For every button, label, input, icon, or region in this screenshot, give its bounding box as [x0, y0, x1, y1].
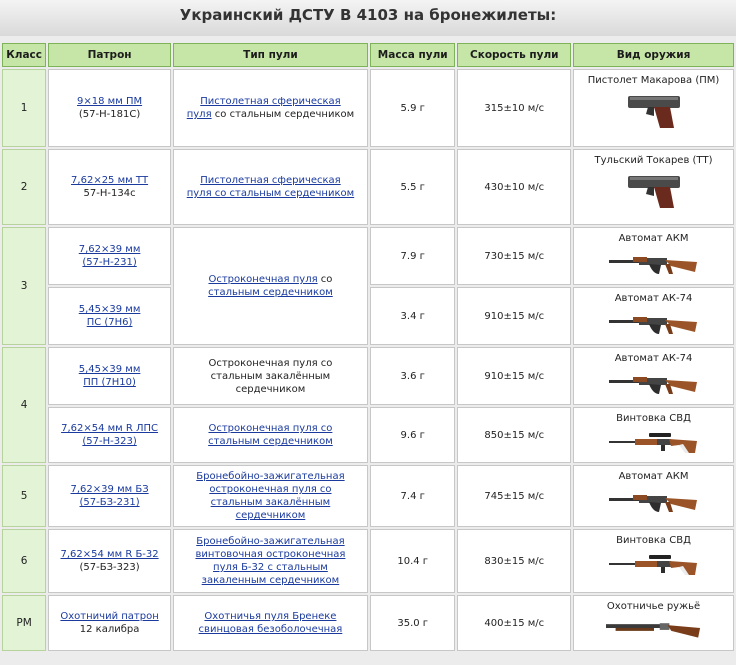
bullet-type-link[interactable]: Пистолетная сферическая: [200, 96, 341, 107]
weapon-cell: [573, 347, 734, 405]
bullet-type-link[interactable]: остроконечная пуля со: [209, 484, 332, 495]
weapon-cell: [573, 407, 734, 463]
cartridge-code: (57-БЗ-323): [79, 562, 140, 573]
weapon-cell: [573, 465, 734, 527]
bullet-type-cell: [173, 69, 368, 147]
table-row: [2, 69, 734, 147]
mass-cell: 3.6 г: [370, 347, 455, 405]
cartridge-cell: [48, 407, 171, 463]
weapon-name: Винтовка СВД: [616, 413, 691, 424]
bullet-type-link[interactable]: стальным закалённым: [210, 497, 331, 508]
speed-cell: 910±15 м/с: [457, 347, 571, 405]
mass-cell: 10.4 г: [370, 529, 455, 593]
mass-cell: 35.0 г: [370, 595, 455, 651]
sniper-rifle-icon: [609, 550, 699, 580]
table-row: [2, 347, 734, 405]
header-row: [2, 43, 734, 67]
cartridge-link[interactable]: 5,45×39 мм: [78, 304, 141, 315]
cartridge-code-link[interactable]: (57-Н-231): [82, 257, 137, 268]
class-cell: 5: [2, 465, 46, 527]
weapon-name: Винтовка СВД: [616, 535, 691, 546]
table-row: [2, 465, 734, 527]
table-row: [2, 595, 734, 651]
bullet-type-cell: [173, 149, 368, 225]
bullet-type-link[interactable]: пуля со стальным сердечником: [186, 188, 355, 199]
weapon-name: Тульский Токарев (ТТ): [594, 155, 713, 166]
bullet-type-text: со стальным сердечником: [211, 109, 355, 120]
bullet-type-link[interactable]: стальным сердечником: [208, 436, 333, 447]
bullet-type-cell: [173, 407, 368, 463]
class-cell: 3: [2, 227, 46, 345]
armor-class-table: [0, 41, 736, 653]
weapon-cell: [573, 529, 734, 593]
cartridge-cell: [48, 529, 171, 593]
table-row: [2, 149, 734, 225]
class-cell: 2: [2, 149, 46, 225]
cartridge-cell: [48, 347, 171, 405]
bullet-type-link[interactable]: Охотничья пуля Бренеке: [204, 611, 337, 622]
page-title: Украинский ДСТУ В 4103 на бронежилеты:: [0, 0, 736, 36]
header-bullet-mass: Масса пули: [370, 43, 455, 67]
weapon-cell: [573, 287, 734, 345]
rifle-icon: [609, 248, 699, 278]
sniper-rifle-icon: [609, 428, 699, 458]
cartridge-code-link[interactable]: (57-БЗ-231): [79, 497, 140, 508]
bullet-type-link[interactable]: Пистолетная сферическая: [200, 175, 341, 186]
table-row: [2, 407, 734, 463]
cartridge-link[interactable]: 5,45×39 мм: [78, 364, 141, 375]
cartridge-code: 12 калибра: [79, 624, 140, 635]
cartridge-link[interactable]: Охотничий патрон: [60, 611, 159, 622]
mass-cell: 5.9 г: [370, 69, 455, 147]
cartridge-link[interactable]: 9×18 мм ПМ: [77, 96, 143, 107]
rifle-icon: [609, 308, 699, 338]
weapon-cell: [573, 595, 734, 651]
bullet-type-link[interactable]: пуля Б-32 с стальным: [213, 562, 328, 573]
weapon-cell: [573, 227, 734, 285]
weapon-name: Автомат АК-74: [614, 293, 693, 304]
weapon-name: Охотничье ружьё: [606, 601, 701, 612]
bullet-type-cell: [173, 227, 368, 345]
speed-cell: 850±15 м/с: [457, 407, 571, 463]
bullet-type-link[interactable]: Бронебойно-зажигательная: [196, 471, 345, 482]
speed-cell: 430±10 м/с: [457, 149, 571, 225]
weapon-name: Пистолет Макарова (ПМ): [587, 75, 720, 86]
bullet-type-text: стальным закалённым: [210, 370, 331, 382]
cartridge-link[interactable]: 7,62×39 мм: [78, 244, 141, 255]
header-cartridge: Патрон: [48, 43, 171, 67]
speed-cell: 400±15 м/с: [457, 595, 571, 651]
table-row: [2, 529, 734, 593]
cartridge-link[interactable]: 7,62×54 мм R ЛПС: [61, 423, 159, 434]
weapon-name: Автомат АКМ: [618, 233, 689, 244]
class-cell: 6: [2, 529, 46, 593]
class-cell: 4: [2, 347, 46, 463]
bullet-type-link[interactable]: Остроконечная пуля: [208, 274, 318, 285]
cartridge-cell: [48, 287, 171, 345]
cartridge-code: (57-Н-181С): [78, 109, 141, 120]
speed-cell: 315±10 м/с: [457, 69, 571, 147]
rifle-icon: [609, 486, 699, 516]
pistol-icon: [624, 90, 684, 130]
bullet-type-link[interactable]: закаленным сердечником: [201, 575, 340, 586]
weapon-cell: [573, 149, 734, 225]
shotgun-icon: [606, 616, 702, 640]
class-cell: 1: [2, 69, 46, 147]
bullet-type-cell: [173, 347, 368, 405]
mass-cell: 7.4 г: [370, 465, 455, 527]
bullet-type-link[interactable]: Бронебойно-зажигательная: [196, 536, 345, 547]
bullet-type-text: со: [317, 274, 333, 285]
cartridge-link[interactable]: 7,62×25 мм ТТ: [71, 175, 149, 186]
weapon-name: Автомат АКМ: [618, 471, 689, 482]
pistol-icon: [624, 170, 684, 210]
rifle-icon: [609, 368, 699, 398]
bullet-type-link[interactable]: сердечником: [235, 510, 306, 521]
cartridge-code-link[interactable]: (57-Н-323): [82, 436, 137, 447]
cartridge-cell: [48, 465, 171, 527]
class-cell: РМ: [2, 595, 46, 651]
bullet-type-link[interactable]: свинцовая безоболочечная: [198, 624, 343, 635]
table-row: [2, 287, 734, 345]
speed-cell: 830±15 м/с: [457, 529, 571, 593]
cartridge-cell: [48, 69, 171, 147]
header-bullet-speed: Скорость пули: [457, 43, 571, 67]
cartridge-code-link[interactable]: ПС (7Н6): [86, 317, 133, 328]
header-class: Класс: [2, 43, 46, 67]
bullet-type-text: Остроконечная пуля со: [208, 357, 333, 369]
bullet-type-cell: [173, 595, 368, 651]
cartridge-code: 57-Н-134с: [83, 188, 136, 199]
mass-cell: 7.9 г: [370, 227, 455, 285]
bullet-type-link[interactable]: винтовочная остроконечная: [195, 549, 346, 560]
speed-cell: 745±15 м/с: [457, 465, 571, 527]
bullet-type-cell: [173, 529, 368, 593]
weapon-cell: [573, 69, 734, 147]
header-weapon: Вид оружия: [573, 43, 734, 67]
mass-cell: 3.4 г: [370, 287, 455, 345]
bullet-type-link[interactable]: Остроконечная пуля со: [208, 423, 333, 434]
bullet-type-cell: [173, 465, 368, 527]
cartridge-link[interactable]: 7,62×39 мм БЗ: [70, 484, 149, 495]
cartridge-cell: [48, 227, 171, 285]
cartridge-link[interactable]: 7,62×54 мм R Б-32: [60, 549, 159, 560]
cartridge-code-link[interactable]: ПП (7Н10): [83, 377, 136, 388]
mass-cell: 5.5 г: [370, 149, 455, 225]
speed-cell: 910±15 м/с: [457, 287, 571, 345]
weapon-name: Автомат АК-74: [614, 353, 693, 364]
cartridge-cell: [48, 149, 171, 225]
table-row: [2, 227, 734, 285]
speed-cell: 730±15 м/с: [457, 227, 571, 285]
bullet-type-link[interactable]: пуля: [186, 109, 212, 120]
cartridge-cell: [48, 595, 171, 651]
mass-cell: 9.6 г: [370, 407, 455, 463]
bullet-type-text: сердечником: [235, 383, 306, 395]
header-bullet-type: Тип пули: [173, 43, 368, 67]
bullet-type-link[interactable]: стальным сердечником: [208, 287, 333, 298]
